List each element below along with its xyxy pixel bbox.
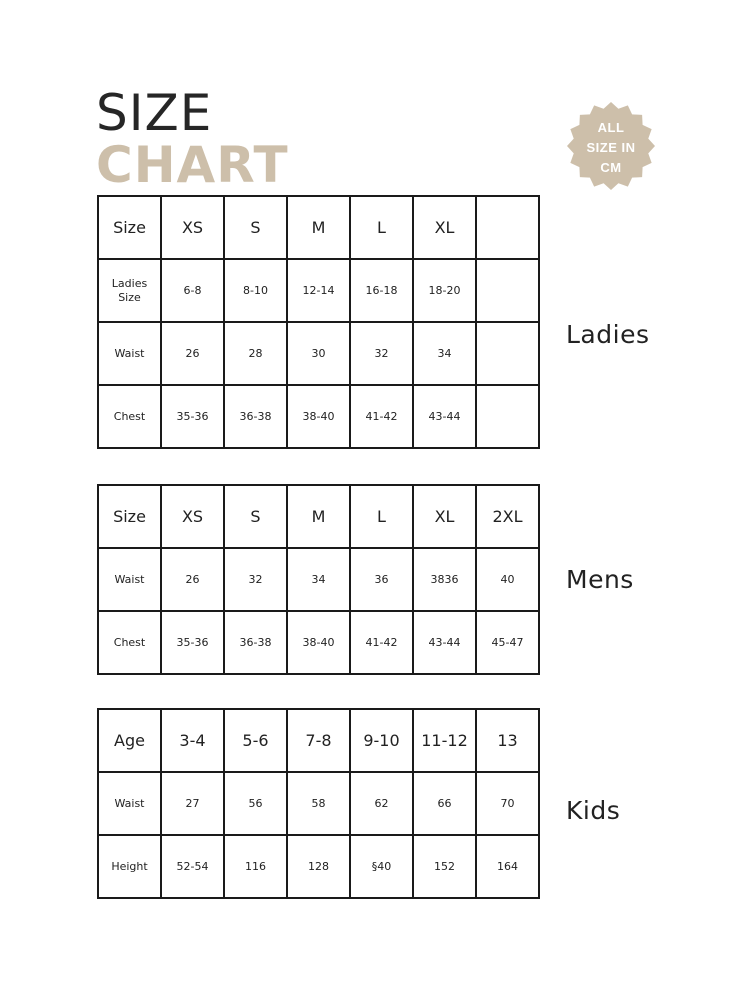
- table-header-row: [98, 196, 539, 259]
- mens-size-table: [97, 484, 540, 675]
- mens-section-label: Mens: [566, 565, 634, 594]
- table-cell: 34: [413, 322, 476, 385]
- table-row: [98, 772, 539, 835]
- table-cell: 35-36: [161, 611, 224, 674]
- table-cell: [476, 259, 539, 322]
- table-cell: 43-44: [413, 385, 476, 448]
- header-cell: L: [350, 196, 413, 259]
- table-cell: 8-10: [224, 259, 287, 322]
- row-label: Waist: [98, 772, 161, 835]
- header-cell: 2XL: [476, 485, 539, 548]
- header-cell: XS: [161, 485, 224, 548]
- row-label: Chest: [98, 385, 161, 448]
- table-row: [98, 611, 539, 674]
- row-label: Height: [98, 835, 161, 898]
- table-cell: 70: [476, 772, 539, 835]
- row-label: Waist: [98, 322, 161, 385]
- row-label-text: Ladies Size: [111, 276, 148, 304]
- header-cell: Size: [98, 196, 161, 259]
- table-cell: 128: [287, 835, 350, 898]
- header-cell: 13: [476, 709, 539, 772]
- ladies-section-label: Ladies: [566, 320, 650, 349]
- ladies-size-table: [97, 195, 540, 449]
- title-size: SIZE: [96, 84, 213, 142]
- header-cell: [476, 196, 539, 259]
- table-cell: 35-36: [161, 385, 224, 448]
- table-cell: 66: [413, 772, 476, 835]
- table-cell: 18-20: [413, 259, 476, 322]
- title-chart: CHART: [96, 136, 289, 194]
- table-cell: 164: [476, 835, 539, 898]
- row-label: Waist: [98, 548, 161, 611]
- table-row: [98, 322, 539, 385]
- table-row: [98, 548, 539, 611]
- table-cell: 56: [224, 772, 287, 835]
- table-cell: 62: [350, 772, 413, 835]
- table-cell: 3836: [413, 548, 476, 611]
- table-cell: 58: [287, 772, 350, 835]
- table-row: [98, 259, 539, 322]
- header-cell: Age: [98, 709, 161, 772]
- table-header-row: [98, 485, 539, 548]
- table-cell: §40: [350, 835, 413, 898]
- table-cell: 26: [161, 548, 224, 611]
- badge-text: [566, 118, 656, 178]
- kids-section-label: Kids: [566, 796, 621, 825]
- table-header-row: [98, 709, 539, 772]
- header-cell: 11-12: [413, 709, 476, 772]
- badge-line-1: ALL: [597, 120, 625, 135]
- table-cell: 32: [350, 322, 413, 385]
- table-cell: 12-14: [287, 259, 350, 322]
- table-cell: 52-54: [161, 835, 224, 898]
- table-cell: 36-38: [224, 385, 287, 448]
- row-label: Chest: [98, 611, 161, 674]
- table-cell: 116: [224, 835, 287, 898]
- table-cell: 36-38: [224, 611, 287, 674]
- header-cell: S: [224, 196, 287, 259]
- table-row: [98, 385, 539, 448]
- table-cell: [476, 385, 539, 448]
- header-cell: XS: [161, 196, 224, 259]
- table-cell: 38-40: [287, 611, 350, 674]
- header-cell: L: [350, 485, 413, 548]
- table-cell: [476, 322, 539, 385]
- table-cell: 40: [476, 548, 539, 611]
- header-cell: M: [287, 196, 350, 259]
- header-cell: 3-4: [161, 709, 224, 772]
- table-cell: 41-42: [350, 611, 413, 674]
- header-cell: XL: [413, 485, 476, 548]
- header-cell: 9-10: [350, 709, 413, 772]
- table-cell: 43-44: [413, 611, 476, 674]
- units-badge: [566, 101, 656, 191]
- table-cell: 28: [224, 322, 287, 385]
- table-cell: 38-40: [287, 385, 350, 448]
- table-cell: 152: [413, 835, 476, 898]
- table-cell: 16-18: [350, 259, 413, 322]
- table-cell: 41-42: [350, 385, 413, 448]
- page-title: [96, 84, 289, 194]
- header-cell: 5-6: [224, 709, 287, 772]
- table-cell: 26: [161, 322, 224, 385]
- badge-line-3: CM: [600, 160, 622, 175]
- table-cell: 36: [350, 548, 413, 611]
- header-cell: Size: [98, 485, 161, 548]
- header-cell: S: [224, 485, 287, 548]
- table-cell: 6-8: [161, 259, 224, 322]
- header-cell: M: [287, 485, 350, 548]
- table-cell: 30: [287, 322, 350, 385]
- table-row: [98, 835, 539, 898]
- header-cell: 7-8: [287, 709, 350, 772]
- table-cell: 27: [161, 772, 224, 835]
- header-cell: XL: [413, 196, 476, 259]
- kids-size-table: [97, 708, 540, 899]
- table-cell: 45-47: [476, 611, 539, 674]
- table-cell: 32: [224, 548, 287, 611]
- table-cell: 34: [287, 548, 350, 611]
- badge-line-2: SIZE IN: [586, 140, 636, 155]
- row-label: [98, 259, 161, 322]
